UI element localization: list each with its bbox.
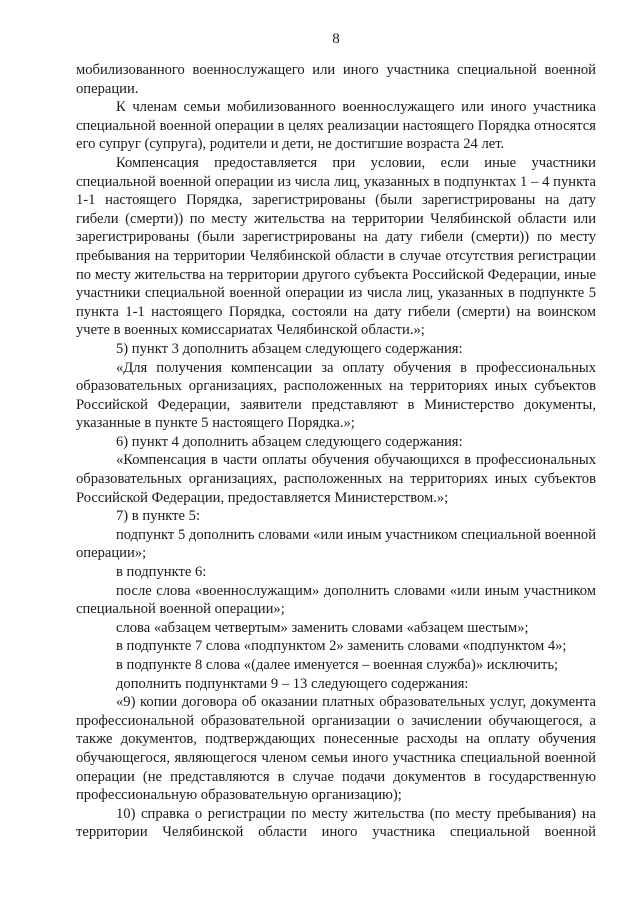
paragraph-12: в подпункте 7 слова «подпунктом 2» заменить словами «подпунктом 4»; (116, 638, 567, 655)
paragraph-11: слова «абзацем четвертым» заменить словами «абзацем шестым»; (116, 619, 529, 636)
paragraph-16: 10) справка о регистрации по месту жительства (по месту пребывания) на территории Челябинской области иного участника специальной военной (76, 805, 596, 841)
paragraph-6: «Компенсация в части оплаты обучения обучающихся в профессиональных образовательных организациях, расположенных на территориях иных субъектов Российской Федерации, предоставляется Министерством.»; (76, 452, 596, 506)
page-number: 8 (332, 31, 340, 47)
paragraph-9: в подпункте 6: (116, 564, 207, 581)
paragraph-7: 7) в пункте 5: (116, 508, 201, 525)
paragraph-3: 5) пункт 3 дополнить абзацем следующего содержания: (116, 340, 463, 357)
paragraph-14: дополнить подпунктами 9 – 13 следующего содержания: (116, 675, 469, 692)
paragraph-1: К членам семьи мобилизованного военнослужащего или иного участника специальной военной операции в целях реализации настоящего Порядка относятся его супруг (супруга), родители и дети, не достигшие возраста 24 лет. (76, 99, 596, 153)
paragraph-10: после слова «военнослужащим» дополнить словами «или иным участником специальной военной операции»; (76, 582, 596, 618)
paragraph-4: «Для получения компенсации за оплату обучения в профессиональных образовательных организациях, расположенных на территориях иных субъектов Российской Федерации, заявители представляют в Министерство документы, указанные в пункте 5 настоящего Порядка.»; (76, 359, 596, 432)
paragraph-15: «9) копии договора об оказании платных образовательных услуг, документа профессиональной образовательной организации о зачислении обучающегося, а также документов, подтверждающих понесенные расходы на оплату обучения обучающегося, являющегося членом семьи иного участника специальной военной операции (не представляются в случае подачи документов в государственную профессиональную образовательную организацию); (76, 694, 596, 804)
paragraph-5: 6) пункт 4 дополнить абзацем следующего содержания: (116, 433, 463, 450)
paragraph-8: подпункт 5 дополнить словами «или иным участником специальной военной операции»; (76, 526, 597, 562)
paragraph-2: Компенсация предоставляется при условии, если иные участники специальной военной операции из числа лиц, указанных в подпунктах 1 – 4 пункта 1-1 настоящего Порядка, зарегистрированы (были зарегистрированы на дату гибели (смерти)) по месту жительства на территории Челябинской области или зарегистрированы (были зарегистрированы на дату гибели (смерти)) по месту пребывания на территории Челябинской области в случае отсутствия регистрации по месту жительства на территории другого субъекта Российской Федерации, иные участники специальной военной операции из числа лиц, указанных в подпункте 5 пункта 1-1 настоящего Порядка, состояли на дату гибели (смерти) на воинском учете в военных комиссариатах Челябинской области.»; (76, 154, 596, 339)
paragraph-0: мобилизованного военнослужащего или иного участника специальной военной операции. (76, 62, 596, 97)
paragraph-13: в подпункте 8 слова «(далее именуется – военная служба)» исключить; (116, 657, 559, 673)
document-body (76, 61, 596, 842)
